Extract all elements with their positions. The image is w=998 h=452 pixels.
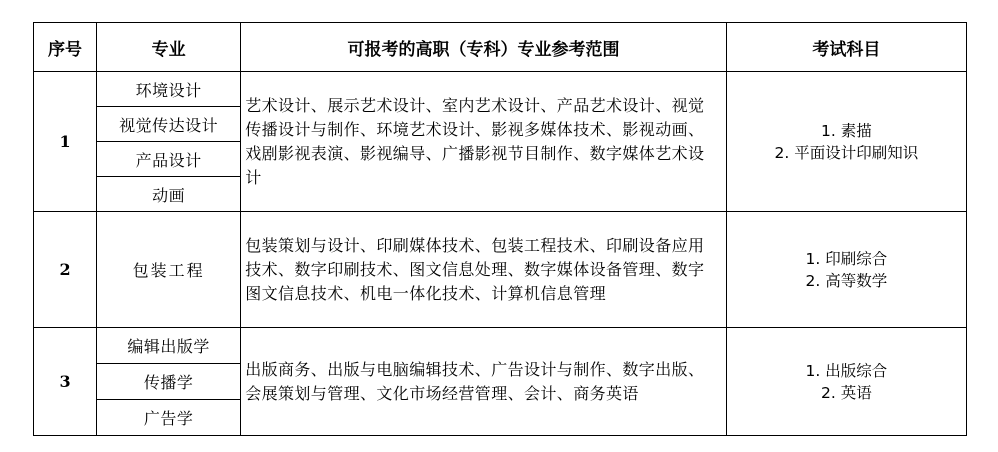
major-cell: 环境设计 <box>97 72 241 107</box>
exam-subject: 1. 素描 <box>821 121 872 140</box>
row-number: 3 <box>34 328 97 436</box>
table-header-row <box>34 23 967 72</box>
header-exam-subjects: 考试科目 <box>726 23 966 72</box>
exam-subject: 2. 高等数学 <box>805 271 888 290</box>
table-row <box>34 212 967 328</box>
exam-subjects-cell <box>726 212 966 328</box>
table-row <box>34 72 967 107</box>
exam-subjects-cell <box>726 72 966 212</box>
admission-table <box>33 22 967 436</box>
table-row <box>34 328 967 364</box>
row-number: 2 <box>34 212 97 328</box>
row-number: 1 <box>34 72 97 212</box>
exam-subject: 1. 出版综合 <box>805 361 888 380</box>
major-cell: 产品设计 <box>97 142 241 177</box>
major-cell: 动画 <box>97 177 241 212</box>
admission-table-container <box>33 22 967 436</box>
header-vocational-range: 可报考的高职（专科）专业参考范围 <box>241 23 727 72</box>
major-cell: 视觉传达设计 <box>97 107 241 142</box>
major-cell: 传播学 <box>97 364 241 400</box>
exam-subject: 1. 印刷综合 <box>805 249 888 268</box>
vocational-range-cell: 包装策划与设计、印刷媒体技术、包装工程技术、印刷设备应用技术、数字印刷技术、图文信息处理、数字媒体设备管理、数字图文信息技术、机电一体化技术、计算机信息管理 <box>241 212 727 328</box>
major-cell: 包装工程 <box>97 212 241 328</box>
exam-subjects-cell <box>726 328 966 436</box>
vocational-range-cell: 艺术设计、展示艺术设计、室内艺术设计、产品艺术设计、视觉传播设计与制作、环境艺术设计、影视多媒体技术、影视动画、戏剧影视表演、影视编导、广播影视节目制作、数字媒体艺术设计 <box>241 72 727 212</box>
exam-subject: 2. 平面设计印刷知识 <box>774 143 919 162</box>
major-cell: 广告学 <box>97 400 241 436</box>
exam-subject: 2. 英语 <box>821 383 872 402</box>
major-cell: 编辑出版学 <box>97 328 241 364</box>
vocational-range-cell: 出版商务、出版与电脑编辑技术、广告设计与制作、数字出版、会展策划与管理、文化市场经营管理、会计、商务英语 <box>241 328 727 436</box>
header-serial-number: 序号 <box>34 23 97 72</box>
header-major: 专业 <box>97 23 241 72</box>
